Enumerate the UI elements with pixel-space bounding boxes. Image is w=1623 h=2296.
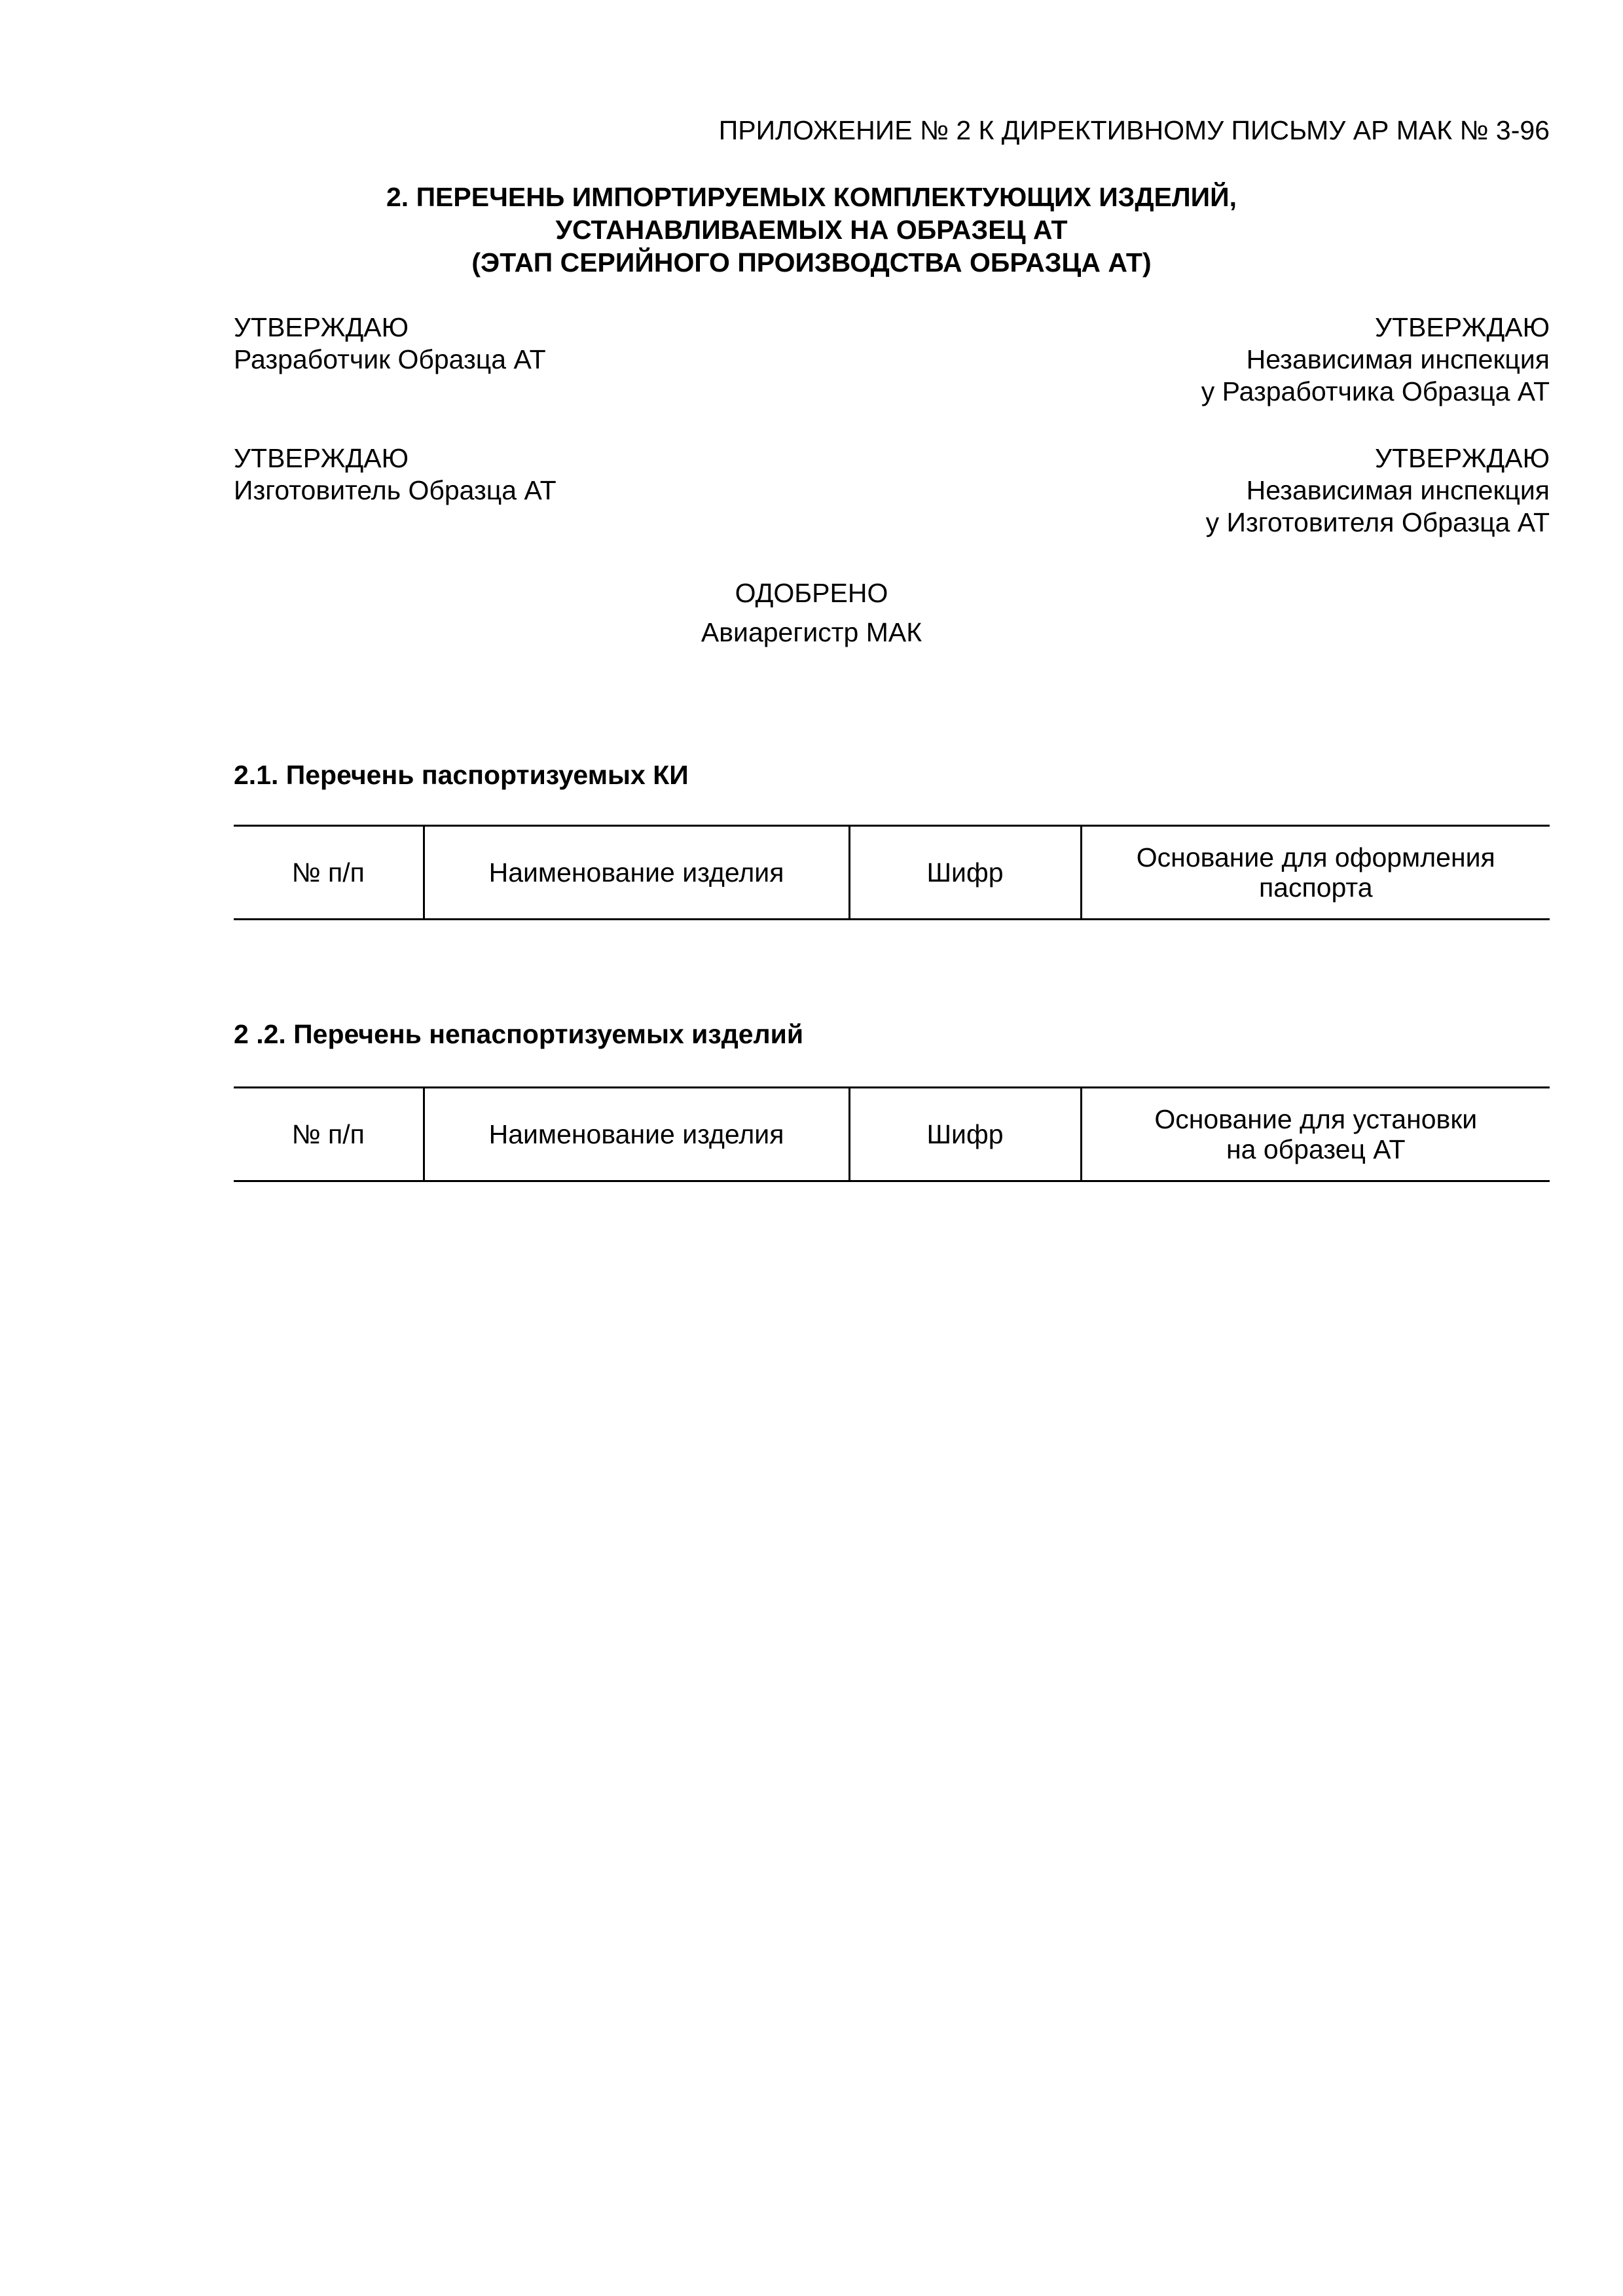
section-2-heading: 2 .2. Перечень непаспортизуемых изделий (234, 1019, 804, 1049)
table-header-row (234, 826, 1550, 920)
approval-right-2-party: Независимая инспекция (1246, 475, 1550, 505)
title-line-2: УСТАНАВЛИВАЕМЫХ НА ОБРАЗЕЦ АТ (555, 215, 1068, 245)
approval-right-1-label: УТВЕРЖДАЮ (1374, 312, 1550, 342)
approval-right-1-party-2: у Разработчика Образца АТ (1201, 376, 1550, 406)
approval-left-1-label: УТВЕРЖДАЮ (234, 312, 409, 342)
approval-right-1-party: Независимая инспекция (1246, 344, 1550, 374)
title-line-1: 2. ПЕРЕЧЕНЬ ИМПОРТИРУЕМЫХ КОМПЛЕКТУЮЩИХ ИЗДЕЛИЙ, (386, 182, 1237, 212)
column-header-item-name: Наименование изделия (424, 826, 849, 920)
section-1-heading: 2.1. Перечень паспортизуемых КИ (234, 760, 689, 790)
table-passported-items (234, 825, 1550, 920)
approval-right-2-party-2: у Изготовителя Образца АТ (1205, 507, 1550, 537)
column-header-item-name: Наименование изделия (424, 1088, 849, 1181)
column-header-basis-line-1: Основание для оформления (1136, 842, 1495, 872)
title-line-3: (ЭТАП СЕРИЙНОГО ПРОИЗВОДСТВА ОБРАЗЦА АТ) (471, 247, 1152, 278)
column-header-number: № п/п (234, 826, 424, 920)
approved-label: ОДОБРЕНО (735, 578, 888, 608)
approval-left-2-party: Изготовитель Образца АТ (234, 475, 556, 505)
column-header-basis-line-2: паспорта (1258, 872, 1373, 903)
table-non-passported-items (234, 1086, 1550, 1182)
approval-left-1-party: Разработчик Образца АТ (234, 344, 546, 374)
column-header-code: Шифр (849, 1088, 1081, 1181)
column-header-number: № п/п (234, 1088, 424, 1181)
column-header-basis-line-2: на образец АТ (1226, 1134, 1406, 1164)
column-header-code: Шифр (849, 826, 1081, 920)
column-header-basis-line-1: Основание для установки (1154, 1104, 1478, 1134)
column-header-basis (1081, 1088, 1550, 1181)
approval-left-2-label: УТВЕРЖДАЮ (234, 443, 409, 473)
approved-party: Авиарегистр МАК (701, 617, 922, 647)
appendix-header: ПРИЛОЖЕНИЕ № 2 К ДИРЕКТИВНОМУ ПИСЬМУ АР МАК № 3-96 (718, 115, 1550, 145)
approval-right-2-label: УТВЕРЖДАЮ (1374, 443, 1550, 473)
table-header-row (234, 1088, 1550, 1181)
column-header-basis (1081, 826, 1550, 920)
